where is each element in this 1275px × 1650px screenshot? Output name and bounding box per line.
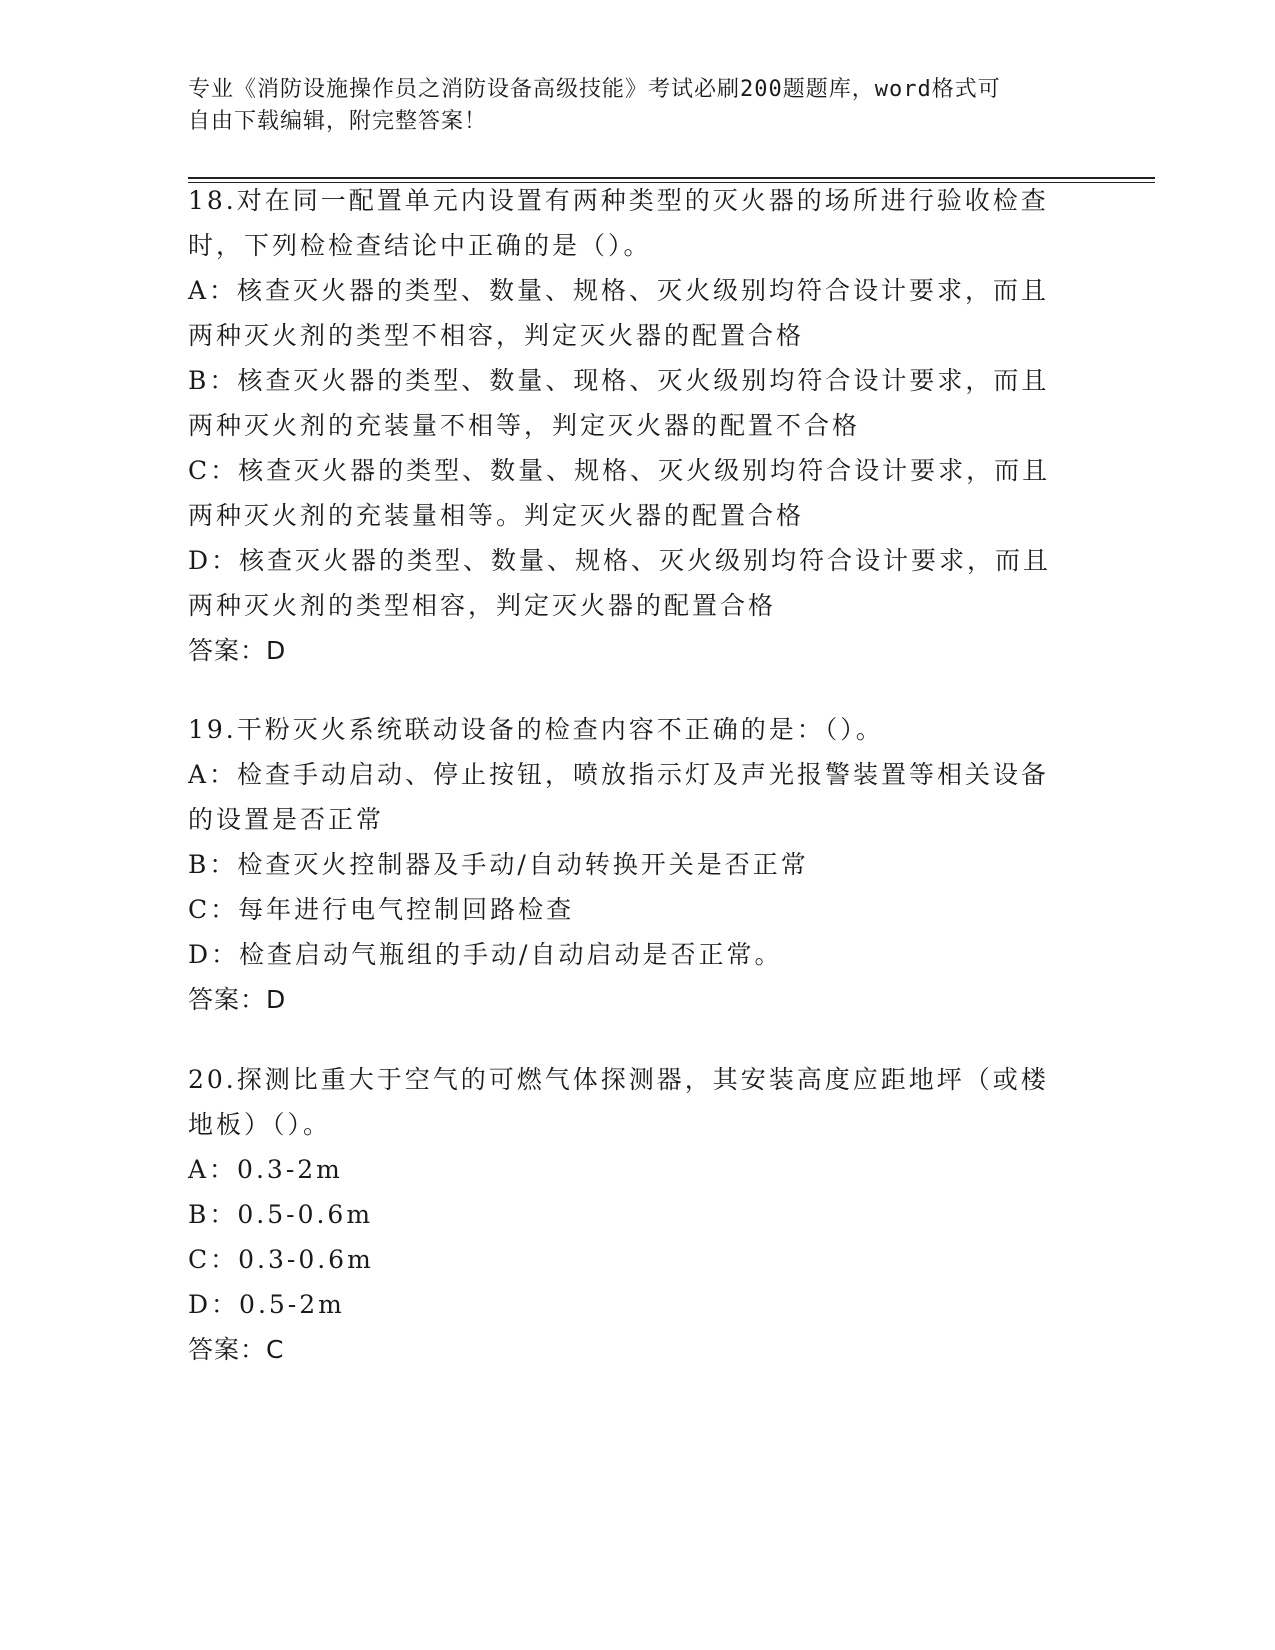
question-stem-line: 18.对在同一配置单元内设置有两种类型的灭火器的场所进行验收检查 bbox=[188, 186, 1049, 215]
option-b-line: B：0.5-0.6m bbox=[188, 1200, 374, 1229]
option-d-line: D：检查启动气瓶组的手动/自动启动是否正常。 bbox=[188, 940, 783, 969]
option-c-line: C：每年进行电气控制回路检查 bbox=[188, 895, 575, 924]
option-d-line: D：核查灭火器的类型、数量、规格、灭火级别均符合设计要求，而且 bbox=[188, 546, 1052, 575]
option-c-line: 两种灭火剂的充装量相等。判定灭火器的配置合格 bbox=[188, 501, 805, 530]
document-header bbox=[188, 74, 1068, 138]
option-a-line: A：0.3-2m bbox=[188, 1155, 343, 1184]
option-a-line: A：核查灭火器的类型、数量、规格、灭火级别均符合设计要求，而且 bbox=[188, 276, 1050, 305]
option-d-line: D：0.5-2m bbox=[188, 1290, 345, 1319]
question-stem-line: 时，下列检检查结论中正确的是（）。 bbox=[188, 231, 652, 260]
question-stem-line: 地板）（）。 bbox=[188, 1110, 332, 1139]
answer-label: 答案：D bbox=[188, 985, 287, 1014]
question-19 bbox=[188, 707, 1088, 1022]
header-line-1: 专业《消防设施操作员之消防设备高级技能》考试必刷200题题库，word格式可 bbox=[188, 77, 1001, 102]
option-b-line: B：核查灭火器的类型、数量、现格、灭火级别均符合设计要求，而且 bbox=[188, 366, 1050, 395]
option-c-line: C：0.3-0.6m bbox=[188, 1245, 374, 1274]
option-c-line: C：核查灭火器的类型、数量、规格、灭火级别均符合设计要求，而且 bbox=[188, 456, 1051, 485]
option-a-line: 两种灭火剂的类型不相容，判定灭火器的配置合格 bbox=[188, 321, 805, 350]
header-line-2: 自由下载编辑，附完整答案！ bbox=[188, 109, 488, 134]
option-d-line: 两种灭火剂的类型相容，判定灭火器的配置合格 bbox=[188, 591, 777, 620]
answer-label: 答案：C bbox=[188, 1335, 285, 1364]
answer-label: 答案：D bbox=[188, 636, 287, 665]
option-b-line: 两种灭火剂的充装量不相等，判定灭火器的配置不合格 bbox=[188, 411, 861, 440]
option-b-line: B：检查灭火控制器及手动/自动转换开关是否正常 bbox=[188, 850, 809, 879]
option-a-line: A：检查手动启动、停止按钮，喷放指示灯及声光报警装置等相关设备 bbox=[188, 760, 1050, 789]
option-a-line: 的设置是否正常 bbox=[188, 805, 385, 834]
question-stem-line: 19.干粉灭火系统联动设备的检查内容不正确的是：（）。 bbox=[188, 715, 884, 744]
question-18 bbox=[188, 178, 1088, 673]
question-stem-line: 20.探测比重大于空气的可燃气体探测器，其安装高度应距地坪（或楼 bbox=[188, 1065, 1049, 1094]
question-20 bbox=[188, 1057, 1088, 1372]
